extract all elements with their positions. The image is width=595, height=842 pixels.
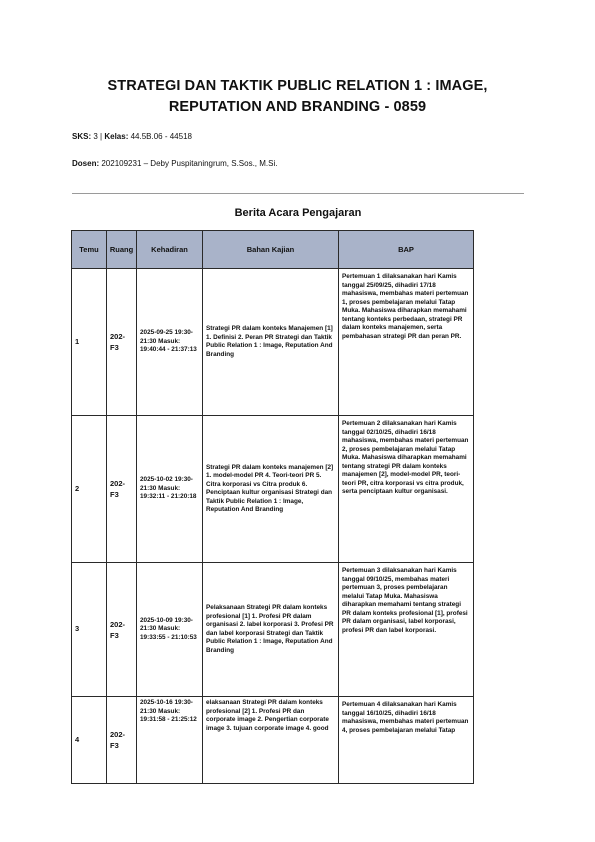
- cell-bap: Pertemuan 3 dilaksanakan hari Kamis tanggal 09/10/25, membahas materi pertemuan 3, proses pembelajaran melalui Tatap Muka. Mahasiswa diharapkan memahami tentang strategi PR dalam konteks profesional [1], profesi PR dalam organisasi, label korporasi, profesi PR dan label korporasi.: [339, 563, 474, 697]
- table-row: [72, 697, 474, 784]
- header-bap: BAP: [339, 231, 474, 269]
- cell-bap: Pertemuan 1 dilaksanakan hari Kamis tanggal 25/09/25, dihadiri 17/18 mahasiswa, membahas materi pertemuan 1, proses pembelajaran melalui Tatap Muka. Mahasiswa diharapkan memahami tentang konteks perbedaan, strategi PR dalam konteks manajemen, serta pembahasan strategi PR dan peran PR.: [339, 269, 474, 416]
- cell-kehadiran: 2025-10-09 19:30-21:30 Masuk: 19:33:55 - 21:10:53: [137, 563, 203, 697]
- cell-ruang: 202-F3: [107, 697, 137, 784]
- cell-bahan-kajian: elaksanaan Strategi PR dalam konteks profesional [2] 1. Profesi PR dan corporate image 2. Pengertian corporate image 3. tujuan corporate image 4. good: [203, 697, 339, 784]
- header-kehadiran: Kehadiran: [137, 231, 203, 269]
- teaching-report-table: [71, 230, 474, 784]
- cell-ruang: 202-F3: [107, 269, 137, 416]
- cell-temu: 3: [72, 563, 107, 697]
- course-meta-sks-kelas: [72, 132, 192, 142]
- course-title-line2: REPUTATION AND BRANDING - 0859: [168, 99, 427, 115]
- cell-kehadiran: 2025-09-25 19:30-21:30 Masuk: 19:40:44 - 21:37:13: [137, 269, 203, 416]
- course-meta-dosen: [72, 159, 277, 169]
- table-row: [72, 416, 474, 563]
- sks-label: SKS:: [72, 132, 92, 141]
- cell-bahan-kajian: Strategi PR dalam konteks manajemen [2] 1. model-model PR 4. Teori-teori PR 5. Citra korporasi vs Citra produk 6. Penciptaan kultur organisasi Strategi dan Taktik Public Relation 1 : Image, Reputation And Branding: [203, 416, 339, 563]
- cell-temu: 1: [72, 269, 107, 416]
- course-title-line1: STRATEGI DAN TAKTIK PUBLIC RELATION 1 : IMAGE,: [107, 78, 488, 94]
- cell-bahan-kajian: Strategi PR dalam konteks Manajemen [1] 1. Definisi 2. Peran PR Strategi dan Taktik Public Relation 1 : Image, Reputation And Branding: [203, 269, 339, 416]
- section-title: Berita Acara Pengajaran: [234, 207, 362, 219]
- course-title: [60, 76, 535, 118]
- cell-bap: Pertemuan 4 dilaksanakan hari Kamis tanggal 16/10/25, dihadiri 16/18 mahasiswa, membahas materi pertemuan 4, proses pembelajaran melalui Tatap: [339, 697, 474, 784]
- cell-bap: Pertemuan 2 dilaksanakan hari Kamis tanggal 02/10/25, dihadiri 16/18 mahasiswa, membahas materi pertemuan 2, proses pembelajaran melalui Tatap Muka. Mahasiswa diharapkan memahami tentang strategi PR dalam konteks manajemen [2], model-model PR, teori-teori PR, citra korporasi vs citra produk, serta penciptaan kultur organisasi.: [339, 416, 474, 563]
- table-header-row: [72, 231, 474, 269]
- cell-kehadiran: 2025-10-16 19:30-21:30 Masuk: 19:31:58 - 21:25:12: [137, 697, 203, 784]
- dosen-label: Dosen:: [72, 159, 100, 168]
- cell-temu: 4: [72, 697, 107, 784]
- dosen-value: 202109231 – Deby Puspitaningrum, S.Sos., M.Si.: [101, 159, 278, 168]
- kelas-label: Kelas:: [104, 132, 129, 141]
- table-row: [72, 269, 474, 416]
- cell-ruang: 202-F3: [107, 416, 137, 563]
- divider: [72, 193, 524, 194]
- header-bahan-kajian: Bahan Kajian: [203, 231, 339, 269]
- header-ruang: Ruang: [107, 231, 137, 269]
- cell-temu: 2: [72, 416, 107, 563]
- cell-ruang: 202-F3: [107, 563, 137, 697]
- sks-value: 3 |: [93, 132, 103, 141]
- cell-kehadiran: 2025-10-02 19:30-21:30 Masuk: 19:32:11 - 21:20:18: [137, 416, 203, 563]
- kelas-value: 44.5B.06 - 44518: [130, 132, 192, 141]
- header-temu: Temu: [72, 231, 107, 269]
- table-row: [72, 563, 474, 697]
- cell-bahan-kajian: Pelaksanaan Strategi PR dalam konteks profesional [1] 1. Profesi PR dalam organisasi 2. label korporasi 3. Profesi PR dan label korporasi Strategi dan Taktik Public Relation 1 : Image, Reputation And Branding: [203, 563, 339, 697]
